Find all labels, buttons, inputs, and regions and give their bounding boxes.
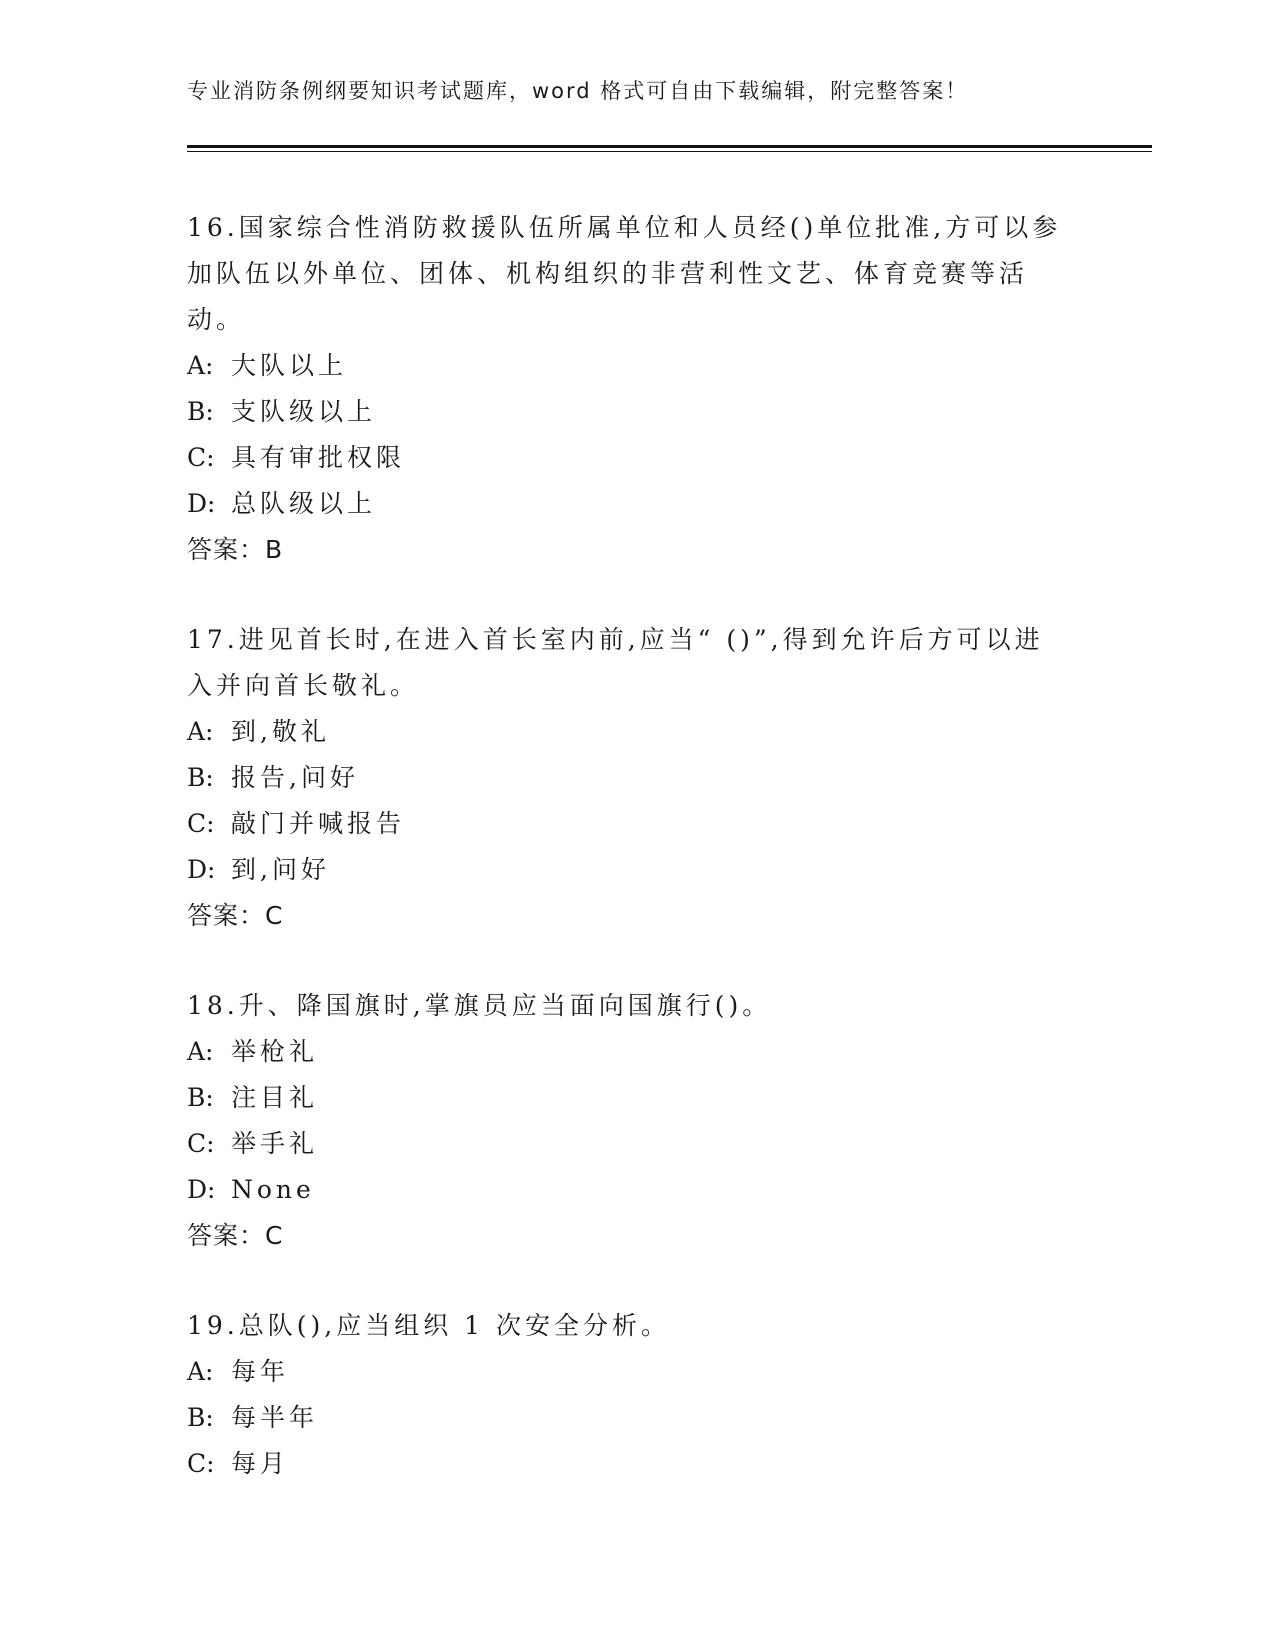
option-letter: D: [187,489,216,518]
option-text: 总队级以上 [231,489,377,518]
header-rule-thin [187,151,1152,152]
option-a [187,709,1087,755]
option-text: 到,敬礼 [231,717,330,746]
option-letter: C: [187,1129,215,1158]
option-letter: D: [187,855,216,884]
option-a [187,343,1087,389]
question-stem: 16.国家综合性消防救援队伍所属单位和人员经()单位批准,方可以参加队伍以外单位、团体、机构组织的非营利性文艺、体育竞赛等活动。 [187,213,1062,334]
question-list [187,205,1087,1531]
answer-line: 答案：B [187,535,284,564]
option-text: 每半年 [231,1403,319,1432]
option-d [187,481,1087,527]
question-19 [187,1303,1087,1487]
question-16 [187,205,1087,573]
option-text: 到,问好 [231,855,330,884]
option-c [187,1441,1087,1487]
option-c [187,1121,1087,1167]
header-rule-thick [187,145,1152,148]
option-b [187,755,1087,801]
option-c [187,801,1087,847]
option-letter: B: [187,1083,214,1112]
option-text: 大队以上 [231,351,348,380]
option-text: 举手礼 [231,1129,319,1158]
option-letter: C: [187,443,215,472]
option-a [187,1349,1087,1395]
question-stem: 17.进见首长时,在进入首长室内前,应当“ ()”,得到允许后方可以进入并向首长敬礼。 [187,625,1044,700]
option-letter: A: [187,1357,214,1386]
page-header: 专业消防条例纲要知识考试题库，word 格式可自由下载编辑，附完整答案！ [187,79,969,103]
option-letter: B: [187,1403,214,1432]
option-b [187,1075,1087,1121]
option-b [187,389,1087,435]
option-d [187,1167,1087,1213]
option-text: 每年 [231,1357,290,1386]
answer-line: 答案：C [187,1221,284,1250]
option-a [187,1029,1087,1075]
option-letter: A: [187,1037,214,1066]
option-b [187,1395,1087,1441]
question-18 [187,983,1087,1259]
option-letter: C: [187,809,215,838]
option-text: 每月 [231,1449,290,1478]
question-17 [187,617,1087,939]
option-text: 报告,问好 [231,763,359,792]
option-letter: C: [187,1449,215,1478]
option-text: 注目礼 [231,1083,319,1112]
option-d [187,847,1087,893]
option-c [187,435,1087,481]
option-letter: A: [187,717,214,746]
option-text: 具有审批权限 [231,443,406,472]
option-text: 支队级以上 [231,397,377,426]
answer-line: 答案：C [187,901,284,930]
question-stem: 18.升、降国旗时,掌旗员应当面向国旗行()。 [187,991,772,1020]
option-text: 举枪礼 [231,1037,319,1066]
option-letter: A: [187,351,214,380]
option-text: 敲门并喊报告 [231,809,406,838]
option-letter: D: [187,1175,216,1204]
option-letter: B: [187,763,214,792]
question-stem: 19.总队(),应当组织 1 次安全分析。 [187,1311,671,1340]
option-letter: B: [187,397,214,426]
option-text: None [231,1175,315,1204]
